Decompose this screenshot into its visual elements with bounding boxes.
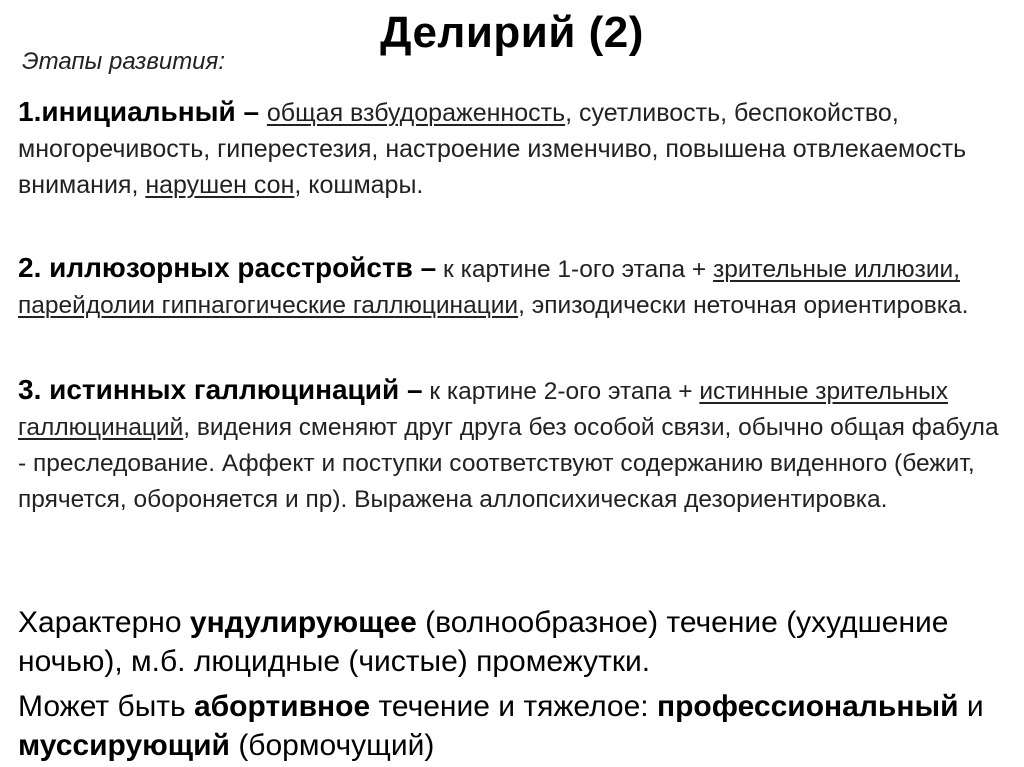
- abortive-text-2: течение и тяжелое:: [370, 690, 657, 723]
- stage-2-lead: 2. иллюзорных расстройств –: [18, 252, 437, 283]
- abortive-bold-2: профессиональный: [656, 690, 959, 723]
- course-text-1: Характерно: [18, 606, 190, 639]
- abortive-bold-3: муссирующий: [18, 729, 230, 762]
- slide-subtitle: Этапы развития:: [22, 48, 226, 75]
- stage-1-text-1: , суетливость, беспокойство, многоречивость, гиперестезия, настроение изменчиво, повышена отвлекаемость внимания,: [18, 99, 967, 199]
- stage-3-text-2: , видения сменяют друг друга без особой связи, обычно общая фабула - преследование. Аффект и поступки соответствуют содержанию виденного (бежит, прячется, обороняется и пр). Выражена аллопсихическая дезориентировка.: [18, 414, 999, 513]
- stage-3-underlined-1: истинные зрительных галлюцинаций: [18, 378, 949, 441]
- abortive-text-4: (бормочущий): [229, 729, 435, 762]
- stage-1-paragraph: [18, 94, 1008, 203]
- stage-3-lead: 3. истинных галлюцинаций –: [18, 374, 423, 405]
- slide-title: Делирий (2): [380, 8, 644, 57]
- course-bold-1: ундулирующее: [189, 606, 417, 639]
- stage-2-paragraph: [18, 250, 1008, 323]
- abortive-text-3: и: [958, 690, 984, 723]
- stage-1-dash: –: [235, 96, 267, 127]
- stage-2-text-1: к картине 1-ого этапа +: [436, 256, 714, 283]
- stage-3-text-1: к картине 2-ого этапа +: [422, 378, 700, 405]
- stage-2-text-2: , эпизодически неточная ориентировка.: [518, 292, 969, 319]
- abortive-bold-1: абортивное: [193, 690, 371, 723]
- stage-1-text-2: , кошмары.: [294, 171, 424, 199]
- stage-1-lead: 1.инициальный: [18, 96, 236, 127]
- abortive-text-1: Может быть: [18, 690, 194, 723]
- stage-1-underlined-1: общая взбудораженность: [266, 99, 566, 127]
- course-text-2: (волнообразное) течение (ухудшение ночью), м.б. люцидные (чистые) промежутки.: [18, 606, 949, 678]
- stage-2-underlined-1: зрительные иллюзии, парейдолии гипнагогические галлюцинации: [18, 256, 961, 319]
- abortive-paragraph: [18, 687, 1013, 765]
- stage-1-underlined-2: нарушен сон: [145, 171, 295, 199]
- stage-3-paragraph: [18, 372, 1008, 517]
- course-paragraph: [18, 603, 1013, 681]
